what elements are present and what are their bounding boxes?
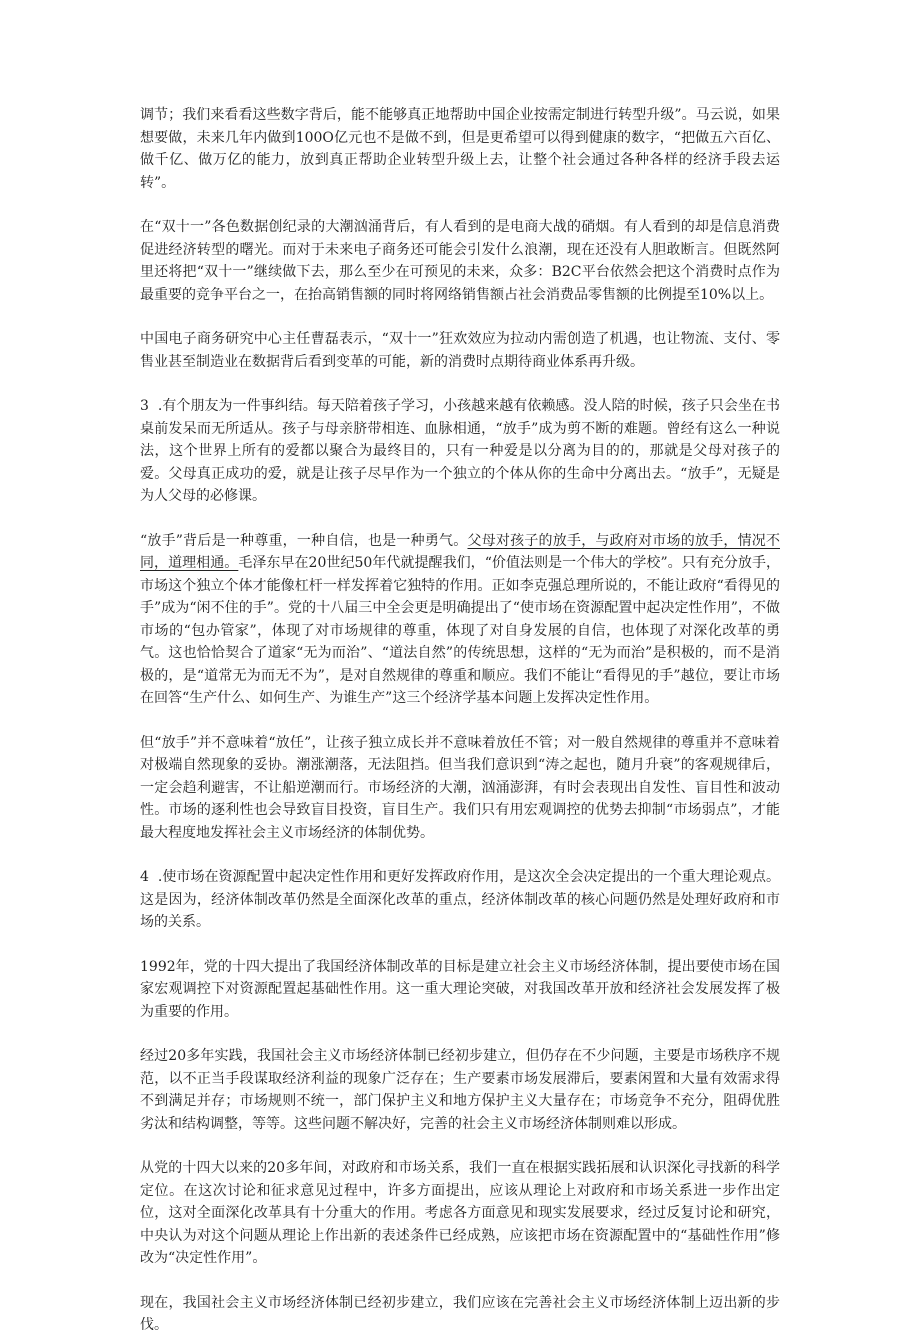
paragraph-3: 中国电子商务研究中心主任曹磊表示，“双十一”狂欢效应为拉动内需创造了机遇，也让物流、支付、零售业甚至制造业在数据背后看到变革的可能，新的消费时点期待商业体系再升级。 — [140, 331, 780, 370]
paragraph-8: 1992年，党的十四大提出了我国经济体制改革的目标是建立社会主义市场经济体制，提出要使市场在国家宏观调控下对资源配置起基础性作用。这一重大理论突破，对我国改革开放和经济社会发展发挥了极为重要的作用。 — [140, 958, 780, 1020]
paragraph-5 — [140, 530, 780, 710]
paragraph-9: 经过20多年实践，我国社会主义市场经济体制已经初步建立，但仍存在不少问题，主要是市场秩序不规范，以不正当手段谋取经济利益的现象广泛存在；生产要素市场发展滞后，要素闲置和大量有效需求得不到满足并存；市场规则不统一，部门保护主义和地方保护主义大量存在；市场竞争不充分，阻碍优胜劣汰和结构调整，等等。这些问题不解决好，完善的社会主义市场经济体制则难以形成。 — [140, 1048, 780, 1132]
paragraph-6: 但“放手”并不意味着“放任”，让孩子独立成长并不意味着放任不管；对一般自然规律的尊重并不意味着对极端自然现象的妥协。潮涨潮落，无法阻挡。但当我们意识到“涛之起也，随月升衰”的客观规律后，一定会趋利避害，不让船逆潮而行。市场经济的大潮，汹涌澎湃，有时会表现出自发性、盲目性和波动性。市场的逐利性也会导致盲目投资，盲目生产。我们只有用宏观调控的优势去抑制“市场弱点”，才能最大程度地发挥社会主义市场经济的体制优势。 — [140, 734, 780, 841]
paragraph-4: 3 .有个朋友为一件事纠结。每天陪着孩子学习，小孩越来越有依赖感。没人陪的时候，孩子只会坐在书桌前发呆而无所适从。孩子与母亲脐带相连、血脉相通，“放手”成为剪不断的难题。曾经有这么一种说法，这个世界上所有的爱都以聚合为最终目的，只有一种爱是以分离为目的的，那就是父母对孩子的爱。父母真正成功的爱，就是让孩子尽早作为一个独立的个体从你的生命中分离出去。“放手”，无疑是为人父母的必修课。 — [140, 398, 780, 504]
paragraph-1: 调节；我们来看看这些数字背后，能不能够真正地帮助中国企业按需定制进行转型升级”。马云说，如果想要做，未来几年内做到100O亿元也不是做不到，但是更希望可以得到健康的数字，“把做五六百亿、做千亿、做万亿的能力，放到真正帮助企业转型升级上去，让整个社会通过各种各样的经济手段去运转”。 — [140, 107, 780, 191]
paragraph-5-lead: “放手”背后是一种尊重，一种自信，也是一种勇气。 — [140, 532, 468, 549]
underlined-sentence: 父母对孩子的放手，与政府对市场的放手，情况不同，道理相通。 — [140, 532, 780, 571]
paragraph-11: 现在，我国社会主义市场经济体制已经初步建立，我们应该在完善社会主义市场经济体制上迈出新的步伐。 — [140, 1294, 780, 1333]
paragraph-7: 4 .使市场在资源配置中起决定性作用和更好发挥政府作用，是这次全会决定提出的一个重大理论观点。这是因为，经济体制改革仍然是全面深化改革的重点，经济体制改革的核心问题仍然是处理好政府和市场的关系。 — [140, 869, 780, 930]
paragraph-5-rest: 毛泽东早在20世纪50年代就提醒我们，“价值法则是一个伟大的学校”。只有充分放手，市场这个独立个体才能像杠杆一样发挥着它独特的作用。正如李克强总理所说的，不能让政府“看得见的手”成为“闲不住的手”。党的十八届三中全会更是明确提出了“使市场在资源配置中起决定性作用”，不做市场的“包办管家”，体现了对市场规律的尊重，体现了对自身发展的自信，也体现了对深化改革的勇气。这也恰恰契合了道家“无为而治”、“道法自然”的传统思想，这样的“无为而治”是积极的，而不是消极的，是“道常无为而无不为”，是对自然规律的尊重和顺应。我们不能让“看得见的手”越位，要让市场在回答“生产什么、如何生产、为谁生产”这三个经济学基本问题上发挥决定性作用。 — [140, 555, 780, 706]
paragraph-2: 在“双十一”各色数据创纪录的大潮汹涌背后，有人看到的是电商大战的硝烟。有人看到的却是信息消费促进经济转型的曙光。而对于未来电子商务还可能会引发什么浪潮，现在还没有人胆敢断言。但既然阿里还将把“双十一”继续做下去，那么至少在可预见的未来，众多：B2C平台依然会把这个消费时点作为最重要的竞争平台之一，在抬高销售额的同时将网络销售额占社会消费品零售额的比例提至10%以上。 — [140, 219, 780, 303]
paragraph-10: 从党的十四大以来的20多年间，对政府和市场关系，我们一直在根据实践拓展和认识深化寻找新的科学定位。在这次讨论和征求意见过程中，许多方面提出，应该从理论上对政府和市场关系进一步作出定位，这对全面深化改革具有十分重大的作用。考虑各方面意见和现实发展要求，经过反复讨论和研究，中央认为对这个问题从理论上作出新的表述条件已经成熟，应该把市场在资源配置中的“基础性作用”修改为“决定性作用”。 — [140, 1160, 780, 1266]
